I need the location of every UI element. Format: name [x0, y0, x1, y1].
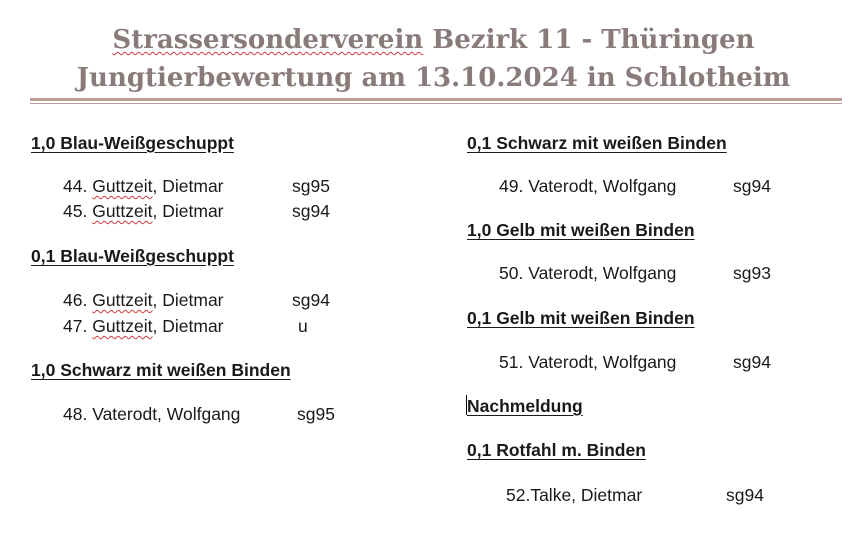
entry-first-name: , Dietmar: [152, 176, 224, 196]
entry-last-name: Guttzeit: [92, 201, 153, 221]
entry-number: 52.: [506, 485, 531, 505]
list-item: [499, 175, 771, 197]
document-title-line-2: Jungtierbewertung am 13.10.2024 in Schlotheim: [76, 63, 791, 93]
entry-rating: sg95: [297, 404, 335, 424]
list-item: [63, 315, 308, 337]
entry-last-name: Guttzeit: [92, 316, 153, 336]
entry-name: Talke, Dietmar: [530, 485, 643, 505]
title-district: Bezirk 11 - Thüringen: [423, 25, 755, 55]
entry-number: 48.: [63, 404, 88, 424]
entry-last-name: Guttzeit: [92, 176, 153, 196]
entry-rating: sg95: [292, 176, 330, 196]
entry-rating: sg94: [726, 485, 764, 505]
entry-name: Vaterodt, Wolfgang: [528, 352, 677, 372]
entry-first-name: , Dietmar: [152, 290, 224, 310]
list-item: [63, 289, 330, 311]
title-rule-thin: [30, 103, 842, 104]
entry-number: 44.: [63, 176, 88, 196]
entry-rating: sg94: [733, 176, 771, 196]
list-item: [63, 175, 330, 197]
section-heading: 0,1 Gelb mit weißen Binden: [467, 308, 695, 328]
list-item: [63, 403, 335, 425]
section-heading: 1,0 Gelb mit weißen Binden: [467, 220, 695, 240]
entry-rating: sg94: [292, 201, 330, 221]
entry-rating: sg94: [733, 352, 771, 372]
entry-number: 49.: [499, 176, 524, 196]
title-rule: [30, 98, 842, 101]
entry-rating: sg93: [733, 263, 771, 283]
document-title-line-1: [0, 25, 867, 55]
entry-number: 46.: [63, 290, 88, 310]
section-heading: 0,1 Schwarz mit weißen Binden: [467, 133, 727, 153]
entry-name: Vaterodt, Wolfgang: [528, 176, 677, 196]
entry-number: 51.: [499, 352, 524, 372]
section-heading-nachmeldung: Nachmeldung: [467, 396, 583, 416]
entry-first-name: , Dietmar: [152, 201, 224, 221]
section-heading: 0,1 Blau-Weißgeschuppt: [31, 246, 234, 266]
entry-number: 47.: [63, 316, 88, 336]
list-item: [499, 262, 771, 284]
entry-number: 45.: [63, 201, 88, 221]
entry-name: Vaterodt, Wolfgang: [528, 263, 677, 283]
list-item: [499, 351, 771, 373]
list-item: [63, 200, 330, 222]
title-club-name: Strassersonderverein: [112, 25, 424, 55]
entry-number: 50.: [499, 263, 524, 283]
section-heading: 0,1 Rotfahl m. Binden: [467, 440, 646, 460]
section-heading: 1,0 Blau-Weißgeschuppt: [31, 133, 234, 153]
entry-first-name: , Dietmar: [152, 316, 224, 336]
entry-rating: u: [298, 316, 308, 336]
entry-name: Vaterodt, Wolfgang: [92, 404, 241, 424]
section-heading: 1,0 Schwarz mit weißen Binden: [31, 360, 291, 380]
entry-last-name: Guttzeit: [92, 290, 153, 310]
entry-rating: sg94: [292, 290, 330, 310]
list-item: [506, 484, 764, 506]
